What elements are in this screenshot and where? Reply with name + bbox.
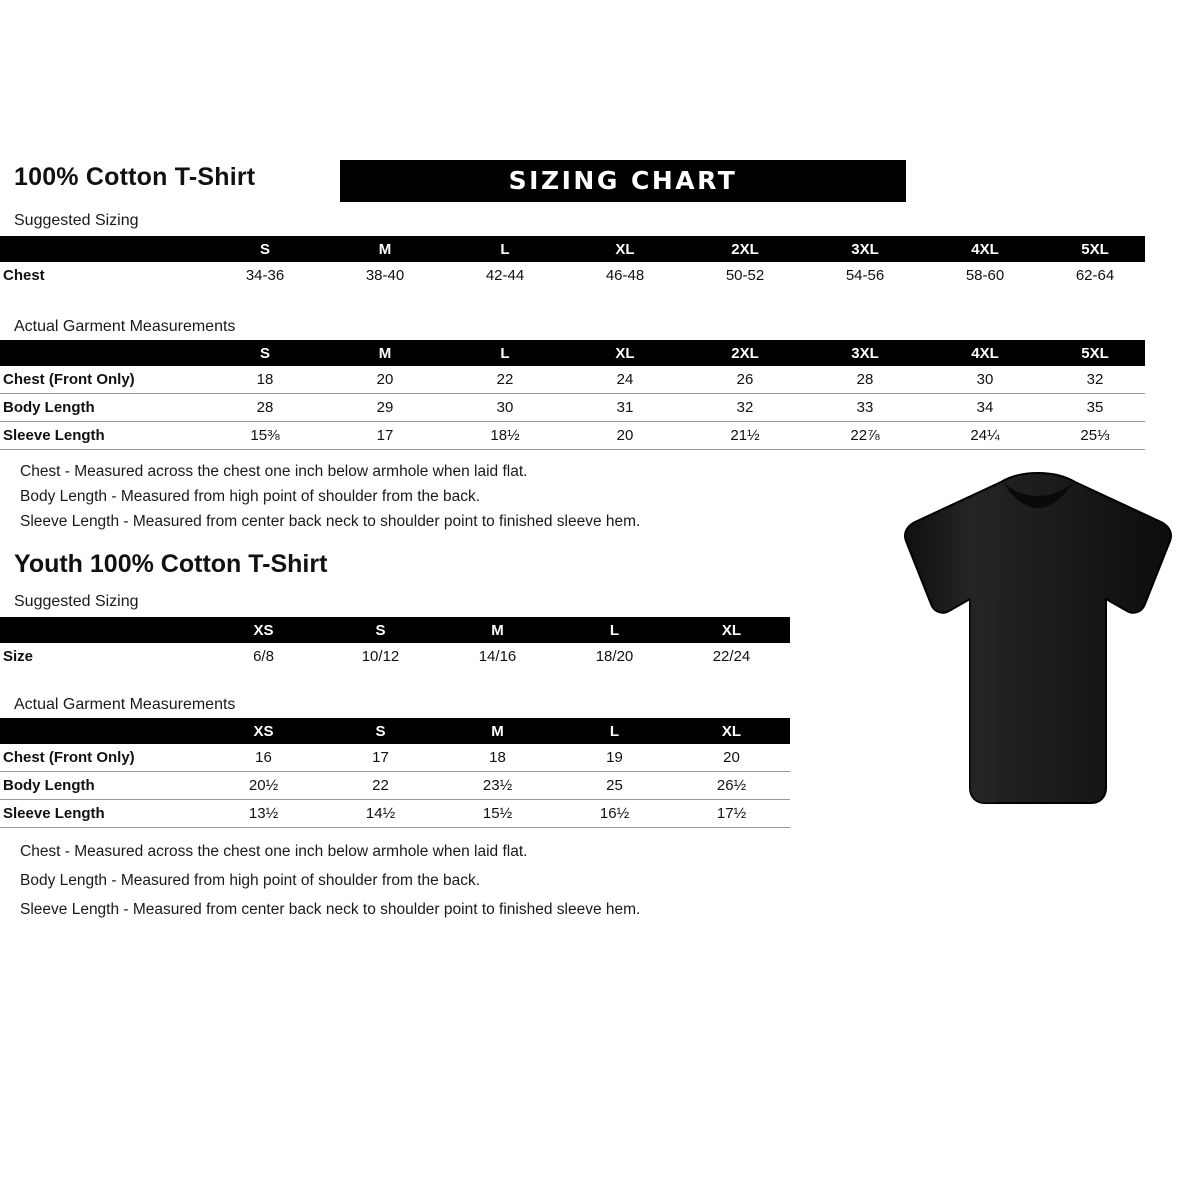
row-label: Chest [3, 267, 45, 284]
col-header: XL [673, 617, 790, 643]
col-header: 3XL [805, 236, 925, 262]
cell: 19 [606, 749, 623, 766]
adult-actual-measurements-label: Actual Garment Measurements [14, 318, 236, 335]
adult-note-chest: Chest - Measured across the chest one inch below armhole when laid flat. [20, 463, 528, 480]
cell: 17½ [716, 805, 747, 822]
col-header: 2XL [685, 340, 805, 366]
cell: 22 [496, 371, 514, 388]
cell: 30 [496, 399, 514, 416]
row-label: Sleeve Length [3, 805, 105, 822]
youth-note-chest: Chest - Measured across the chest one inch below armhole when laid flat. [20, 843, 528, 860]
cell: 24 [616, 371, 634, 388]
col-header: L [556, 718, 673, 744]
col-header: M [439, 718, 556, 744]
cell: 18 [256, 371, 274, 388]
cell: 14/16 [478, 648, 517, 665]
cell: 42-44 [485, 267, 525, 284]
cell: 62-64 [1075, 267, 1115, 284]
cell: 16½ [599, 805, 630, 822]
row-label: Chest (Front Only) [3, 371, 135, 388]
col-header: XS [205, 718, 322, 744]
cell: 32 [1086, 371, 1104, 388]
cell: 6/8 [253, 648, 274, 665]
col-header: L [445, 340, 565, 366]
table-header-row [0, 340, 1145, 366]
table-row [0, 800, 790, 828]
cell: 25 [606, 777, 623, 794]
cell: 20½ [248, 777, 279, 794]
col-header: 3XL [805, 340, 925, 366]
col-header: S [205, 236, 325, 262]
cell: 25⅓ [1080, 427, 1110, 444]
col-header [0, 617, 205, 643]
youth-section-title: Youth 100% Cotton T-Shirt [14, 550, 328, 578]
cell: 46-48 [605, 267, 645, 284]
cell: 17 [376, 427, 394, 444]
col-header: 2XL [685, 236, 805, 262]
cell: 24¼ [970, 427, 1000, 444]
table-row [0, 772, 790, 800]
youth-actual-measurements-table [0, 718, 790, 828]
row-label: Sleeve Length [3, 427, 105, 444]
cell: 58-60 [965, 267, 1005, 284]
cell: 23½ [482, 777, 513, 794]
col-header: M [325, 340, 445, 366]
col-header: S [322, 718, 439, 744]
adult-note-sleeve-length: Sleeve Length - Measured from center back neck to shoulder point to finished sleeve hem. [20, 513, 641, 530]
col-header: 5XL [1045, 340, 1145, 366]
col-header: 4XL [925, 236, 1045, 262]
cell: 31 [616, 399, 634, 416]
row-label: Body Length [3, 777, 95, 794]
cell: 14½ [365, 805, 396, 822]
col-header: S [205, 340, 325, 366]
col-header: L [556, 617, 673, 643]
sizing-chart-banner [340, 160, 906, 202]
cell: 26½ [716, 777, 747, 794]
cell: 38-40 [365, 267, 405, 284]
col-header: 4XL [925, 340, 1045, 366]
col-header: 5XL [1045, 236, 1145, 262]
table-row [0, 394, 1145, 422]
col-header [0, 718, 205, 744]
col-header: XS [205, 617, 322, 643]
col-header: L [445, 236, 565, 262]
col-header [0, 340, 205, 366]
cell: 10/12 [361, 648, 400, 665]
cell: 20 [616, 427, 634, 444]
youth-suggested-sizing-table [0, 617, 790, 670]
youth-note-sleeve-length: Sleeve Length - Measured from center back neck to shoulder point to finished sleeve hem. [20, 901, 641, 918]
adult-section-title: 100% Cotton T-Shirt [14, 163, 256, 191]
row-label: Size [3, 648, 34, 665]
youth-note-body-length: Body Length - Measured from high point of shoulder from the back. [20, 872, 481, 889]
table-header-row [0, 236, 1145, 262]
cell: 30 [976, 371, 994, 388]
col-header: XL [565, 236, 685, 262]
cell: 18/20 [595, 648, 634, 665]
cell: 33 [856, 399, 874, 416]
youth-actual-measurements-label: Actual Garment Measurements [14, 696, 236, 713]
cell: 26 [736, 371, 754, 388]
cell: 15½ [482, 805, 513, 822]
t-shirt-illustration [893, 470, 1183, 815]
cell: 35 [1086, 399, 1104, 416]
adult-note-body-length: Body Length - Measured from high point of shoulder from the back. [20, 488, 481, 505]
adult-suggested-sizing-label: Suggested Sizing [14, 212, 139, 229]
cell: 17 [372, 749, 389, 766]
cell: 20 [376, 371, 394, 388]
cell: 28 [256, 399, 274, 416]
cell: 22⅞ [850, 427, 880, 444]
cell: 16 [255, 749, 272, 766]
cell: 18½ [490, 427, 520, 444]
table-row [0, 262, 1145, 289]
table-header-row [0, 718, 790, 744]
cell: 20 [723, 749, 740, 766]
row-label: Body Length [3, 399, 95, 416]
col-header: XL [565, 340, 685, 366]
table-row [0, 643, 790, 670]
cell: 15⅜ [250, 427, 280, 444]
row-label: Chest (Front Only) [3, 749, 135, 766]
adult-suggested-sizing-table [0, 236, 1145, 289]
cell: 32 [736, 399, 754, 416]
cell: 34 [976, 399, 994, 416]
table-row [0, 366, 1145, 394]
cell: 34-36 [245, 267, 285, 284]
cell: 13½ [248, 805, 279, 822]
table-row [0, 422, 1145, 450]
cell: 22/24 [712, 648, 751, 665]
sizing-chart-banner-label: SIZING CHART [508, 166, 738, 195]
cell: 54-56 [845, 267, 885, 284]
cell: 21½ [730, 427, 760, 444]
cell: 22 [372, 777, 389, 794]
adult-actual-measurements-table [0, 340, 1145, 450]
cell: 29 [376, 399, 394, 416]
col-header: M [439, 617, 556, 643]
cell: 50-52 [725, 267, 765, 284]
table-row [0, 744, 790, 772]
col-header: XL [673, 718, 790, 744]
col-header: M [325, 236, 445, 262]
cell: 18 [489, 749, 506, 766]
table-header-row [0, 617, 790, 643]
col-header: S [322, 617, 439, 643]
col-header [0, 236, 205, 262]
youth-suggested-sizing-label: Suggested Sizing [14, 593, 139, 610]
cell: 28 [856, 371, 874, 388]
